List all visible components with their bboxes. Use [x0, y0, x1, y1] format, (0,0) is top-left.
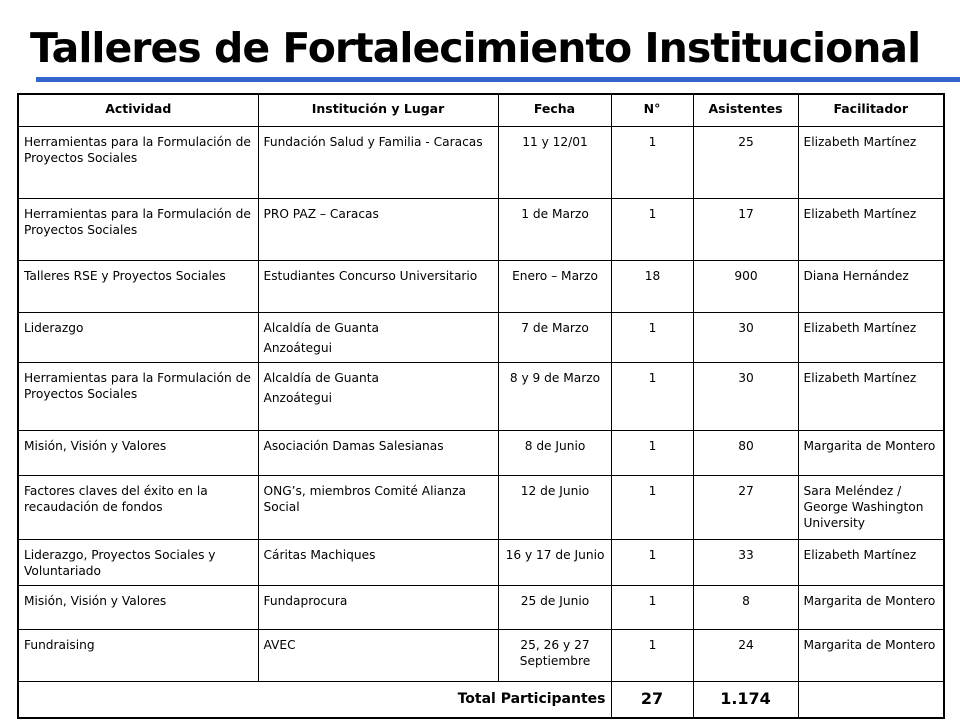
cell-asistentes-text: 25 — [738, 135, 754, 149]
cell-facilitador — [798, 199, 944, 261]
table-row — [18, 313, 944, 363]
cell-fecha — [498, 476, 611, 540]
cell-asistentes — [693, 127, 798, 199]
cell-asistentes — [693, 540, 798, 586]
cell-facilitador — [798, 630, 944, 682]
cell-fecha-text: 8 y 9 de Marzo — [509, 371, 601, 385]
cell-numero-text: 1 — [648, 484, 657, 498]
cell-facilitador — [798, 431, 944, 476]
cell-asistentes-text: 17 — [738, 207, 754, 221]
cell-institucion-text: Alcaldía de Guanta — [263, 321, 379, 335]
cell-actividad-text: Talleres RSE y Proyectos Sociales — [24, 269, 226, 283]
cell-asistentes — [693, 431, 798, 476]
cell-actividad — [18, 630, 258, 682]
cell-actividad — [18, 540, 258, 586]
cell-facilitador-text: Margarita de Montero — [803, 594, 936, 608]
table-row — [18, 586, 944, 630]
cell-facilitador-text: Elizabeth Martínez — [803, 207, 917, 221]
cell-institucion-text: Fundaprocura — [263, 594, 348, 608]
cell-institucion — [258, 540, 498, 586]
cell-fecha-text: Enero – Marzo — [512, 269, 598, 283]
cell-facilitador-text: Elizabeth Martínez — [803, 135, 917, 149]
cell-actividad — [18, 363, 258, 431]
table-header-row — [18, 94, 944, 127]
cell-fecha-text: 1 de Marzo — [521, 207, 589, 221]
cell-institucion-text: AVEC — [263, 638, 296, 652]
cell-asistentes — [693, 313, 798, 363]
header-fecha: Fecha — [498, 94, 611, 127]
table-row — [18, 540, 944, 586]
cell-facilitador — [798, 313, 944, 363]
cell-actividad-text: Herramientas para la Formulación de Proyectos Sociales — [24, 135, 251, 165]
title-underline-rule — [36, 77, 960, 82]
cell-institucion — [258, 363, 498, 431]
cell-asistentes-text: 30 — [738, 321, 754, 335]
cell-actividad-text: Factores claves del éxito en la recaudación de fondos — [24, 484, 208, 514]
cell-asistentes-text: 33 — [738, 548, 754, 562]
cell-facilitador-text: Margarita de Montero — [803, 638, 936, 652]
cell-asistentes-text: 27 — [738, 484, 754, 498]
cell-fecha-text: 7 de Marzo — [521, 321, 589, 335]
table-row — [18, 261, 944, 313]
cell-actividad — [18, 586, 258, 630]
cell-actividad — [18, 127, 258, 199]
cell-facilitador — [798, 540, 944, 586]
cell-numero — [611, 476, 693, 540]
cell-asistentes-text: 8 — [742, 594, 750, 608]
cell-actividad-text: Liderazgo, Proyectos Sociales y Voluntariado — [24, 548, 216, 578]
cell-numero-text: 18 — [644, 269, 661, 283]
cell-numero-text: 1 — [648, 638, 657, 652]
cell-actividad-text: Fundraising — [24, 638, 95, 652]
cell-institucion — [258, 199, 498, 261]
cell-asistentes-text: 24 — [738, 638, 754, 652]
workshops-table — [17, 93, 945, 719]
total-row — [18, 682, 944, 719]
cell-numero-text: 1 — [648, 371, 657, 385]
total-numero: 27 — [611, 682, 693, 719]
cell-actividad — [18, 199, 258, 261]
cell-facilitador-text: Elizabeth Martínez — [803, 371, 917, 385]
table-row — [18, 199, 944, 261]
cell-numero — [611, 199, 693, 261]
table-row — [18, 363, 944, 431]
cell-asistentes — [693, 261, 798, 313]
cell-fecha — [498, 261, 611, 313]
cell-facilitador-text: Sara Meléndez / George Washington University — [803, 484, 924, 530]
cell-institucion — [258, 476, 498, 540]
cell-fecha-text: 25 de Junio — [520, 594, 590, 608]
cell-fecha — [498, 127, 611, 199]
cell-numero — [611, 261, 693, 313]
cell-asistentes — [693, 630, 798, 682]
cell-numero — [611, 540, 693, 586]
header-numero: N° — [611, 94, 693, 127]
cell-actividad — [18, 261, 258, 313]
cell-fecha — [498, 199, 611, 261]
cell-fecha — [498, 630, 611, 682]
cell-fecha-text: 8 de Junio — [524, 439, 586, 453]
cell-fecha-text: 25, 26 y 27 Septiembre — [519, 638, 591, 668]
cell-numero-text: 1 — [648, 135, 657, 149]
cell-institucion-text: ONG’s, miembros Comité Alianza Social — [263, 484, 466, 514]
cell-facilitador — [798, 127, 944, 199]
cell-fecha-text: 12 de Junio — [520, 484, 590, 498]
cell-facilitador-text: Diana Hernández — [803, 269, 909, 283]
cell-numero — [611, 363, 693, 431]
cell-fecha — [498, 363, 611, 431]
cell-asistentes-text: 900 — [734, 269, 758, 283]
cell-numero-text: 1 — [648, 439, 657, 453]
cell-numero — [611, 431, 693, 476]
cell-facilitador-text: Elizabeth Martínez — [803, 321, 917, 335]
cell-fecha-text: 11 y 12/01 — [522, 135, 588, 149]
total-asistentes: 1.174 — [693, 682, 798, 719]
cell-numero-text: 1 — [648, 207, 657, 221]
cell-facilitador — [798, 476, 944, 540]
cell-numero-text: 1 — [648, 594, 657, 608]
page-title: Talleres de Fortalecimiento Institucional — [30, 24, 921, 72]
cell-fecha — [498, 431, 611, 476]
cell-actividad — [18, 476, 258, 540]
cell-facilitador — [798, 261, 944, 313]
cell-facilitador — [798, 586, 944, 630]
cell-institucion-text: PRO PAZ – Caracas — [263, 207, 379, 221]
cell-asistentes — [693, 586, 798, 630]
cell-asistentes-text: 80 — [738, 439, 754, 453]
cell-institucion — [258, 313, 498, 363]
cell-institucion-subline: Anzoátegui — [263, 341, 333, 355]
cell-institucion-text: Estudiantes Concurso Universitario — [263, 269, 478, 283]
cell-asistentes — [693, 199, 798, 261]
cell-institucion-text: Alcaldía de Guanta — [263, 371, 379, 385]
cell-asistentes-text: 30 — [738, 371, 754, 385]
cell-facilitador-text: Margarita de Montero — [803, 439, 936, 453]
header-actividad: Actividad — [18, 94, 258, 127]
total-label: Total Participantes — [18, 682, 611, 719]
header-asistentes: Asistentes — [693, 94, 798, 127]
cell-actividad — [18, 313, 258, 363]
cell-actividad-text: Misión, Visión y Valores — [24, 439, 167, 453]
table-row — [18, 476, 944, 540]
cell-numero — [611, 313, 693, 363]
cell-actividad-text: Herramientas para la Formulación de Proyectos Sociales — [24, 371, 251, 401]
cell-numero — [611, 586, 693, 630]
cell-actividad-text: Misión, Visión y Valores — [24, 594, 167, 608]
table-row — [18, 127, 944, 199]
cell-asistentes — [693, 476, 798, 540]
cell-institucion — [258, 127, 498, 199]
cell-asistentes — [693, 363, 798, 431]
cell-institucion — [258, 586, 498, 630]
total-facilitador — [798, 682, 944, 719]
cell-institucion — [258, 630, 498, 682]
cell-institucion — [258, 261, 498, 313]
cell-actividad — [18, 431, 258, 476]
cell-fecha-text: 16 y 17 de Junio — [505, 548, 605, 562]
cell-facilitador-text: Elizabeth Martínez — [803, 548, 917, 562]
cell-institucion-text: Fundación Salud y Familia - Caracas — [263, 135, 483, 149]
cell-institucion-text: Cáritas Machiques — [263, 548, 376, 562]
cell-fecha — [498, 313, 611, 363]
cell-facilitador — [798, 363, 944, 431]
header-facilitador: Facilitador — [798, 94, 944, 127]
cell-actividad-text: Herramientas para la Formulación de Proyectos Sociales — [24, 207, 251, 237]
table-row — [18, 630, 944, 682]
cell-fecha — [498, 586, 611, 630]
cell-fecha — [498, 540, 611, 586]
cell-actividad-text: Liderazgo — [24, 321, 84, 335]
table-row — [18, 431, 944, 476]
cell-numero — [611, 127, 693, 199]
cell-institucion-subline: Anzoátegui — [263, 391, 333, 405]
cell-institucion-text: Asociación Damas Salesianas — [263, 439, 444, 453]
cell-numero-text: 1 — [648, 548, 657, 562]
cell-numero — [611, 630, 693, 682]
header-institucion: Institución y Lugar — [258, 94, 498, 127]
cell-numero-text: 1 — [648, 321, 657, 335]
cell-institucion — [258, 431, 498, 476]
